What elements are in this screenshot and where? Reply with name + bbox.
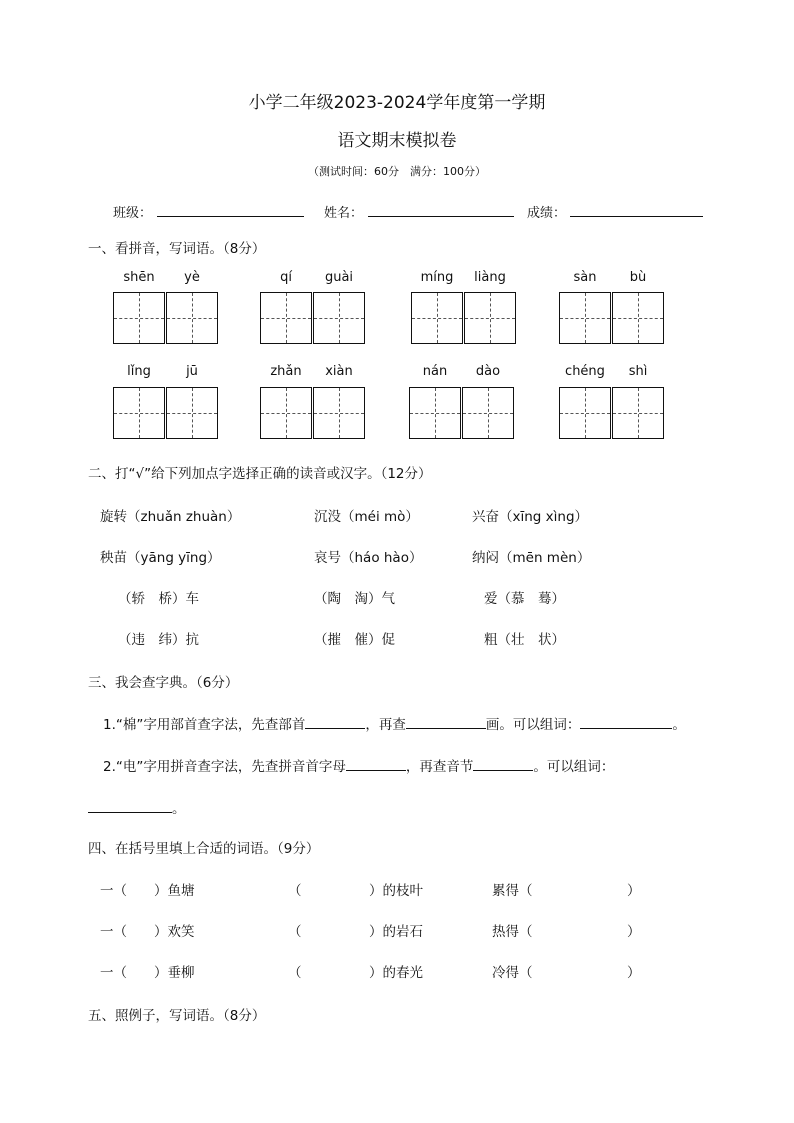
dictionary-question-2 xyxy=(103,755,614,775)
writing-box[interactable] xyxy=(559,387,611,439)
q2-text-d: 。 xyxy=(172,801,186,817)
choice-item[interactable]: 粗（壮 状） xyxy=(484,632,565,648)
q1-text-c: 画。可以组词： xyxy=(485,717,581,733)
fill-item[interactable]: 累得（ ） xyxy=(492,883,641,899)
writing-box[interactable] xyxy=(313,387,365,439)
grid-guide-line xyxy=(638,388,639,438)
pinyin-label: yè xyxy=(184,270,200,285)
q2-syllable-blank[interactable] xyxy=(473,758,533,771)
pinyin-label: lǐng xyxy=(127,364,151,379)
grid-guide-line xyxy=(192,388,193,438)
choice-item[interactable]: 兴奋（xīng xìng） xyxy=(472,509,589,525)
grid-guide-line xyxy=(286,293,287,343)
writing-box[interactable] xyxy=(462,387,514,439)
writing-box[interactable] xyxy=(260,387,312,439)
q1-radical-blank[interactable] xyxy=(305,716,365,729)
grid-guide-line xyxy=(585,293,586,343)
grid-guide-line xyxy=(585,388,586,438)
grid-guide-line xyxy=(435,388,436,438)
pinyin-label: guài xyxy=(324,270,354,285)
q2-text-c: 。可以组词： xyxy=(533,759,615,775)
grid-guide-line xyxy=(286,388,287,438)
fill-item[interactable]: 冷得（ ） xyxy=(492,965,641,981)
grid-guide-line xyxy=(139,293,140,343)
pinyin-label: bù xyxy=(629,270,647,285)
writing-box[interactable] xyxy=(464,292,516,344)
section-1-heading: 一、看拼音，写词语。（8分） xyxy=(88,241,266,257)
q2-word-blank[interactable] xyxy=(88,800,172,813)
grid-guide-line xyxy=(139,388,140,438)
pinyin-label: nán xyxy=(422,364,448,379)
writing-box[interactable] xyxy=(113,292,165,344)
section-3-heading: 三、我会查字典。（6分） xyxy=(88,675,239,691)
fill-item[interactable]: （ ）的岩石 xyxy=(288,924,423,940)
score-label: 成绩： xyxy=(527,206,567,221)
grid-guide-line xyxy=(192,293,193,343)
section-4-heading: 四、在括号里填上合适的词语。（9分） xyxy=(88,841,320,857)
fill-item[interactable]: 热得（ ） xyxy=(492,924,641,940)
class-field[interactable] xyxy=(157,216,304,217)
exam-note: （测试时间：60分 满分：100分） xyxy=(308,165,486,178)
exam-title: 小学二年级2023-2024学年度第一学期 xyxy=(248,93,546,113)
writing-box[interactable] xyxy=(113,387,165,439)
class-label: 班级： xyxy=(113,206,153,221)
q1-text-a: 1.“棉”字用部首查字法，先查部首 xyxy=(103,717,306,733)
pinyin-label: zhǎn xyxy=(270,364,302,379)
choice-item[interactable]: （违 纬）抗 xyxy=(118,632,199,648)
pinyin-label: liàng xyxy=(474,270,506,285)
choice-item[interactable]: （轿 桥）车 xyxy=(118,591,199,607)
writing-box[interactable] xyxy=(612,292,664,344)
q1-word-blank[interactable] xyxy=(580,716,672,729)
q2-continuation xyxy=(88,797,186,817)
grid-guide-line xyxy=(490,293,491,343)
name-field[interactable] xyxy=(368,216,514,217)
fill-item[interactable]: 一（ ）垂柳 xyxy=(100,965,195,981)
choice-item[interactable]: 秧苗（yāng yīng） xyxy=(100,550,221,566)
grid-guide-line xyxy=(638,293,639,343)
writing-box[interactable] xyxy=(166,292,218,344)
writing-box[interactable] xyxy=(260,292,312,344)
pinyin-label: qí xyxy=(280,270,292,285)
writing-box[interactable] xyxy=(559,292,611,344)
writing-box[interactable] xyxy=(612,387,664,439)
fill-item[interactable]: 一（ ）鱼塘 xyxy=(100,883,195,899)
pinyin-label: shì xyxy=(628,364,648,379)
q1-strokes-blank[interactable] xyxy=(406,716,486,729)
writing-box[interactable] xyxy=(166,387,218,439)
q1-text-d: 。 xyxy=(672,717,686,733)
choice-item[interactable]: 爱（慕 蓦） xyxy=(484,591,565,607)
grid-guide-line xyxy=(488,388,489,438)
pinyin-label: jū xyxy=(186,364,198,379)
choice-item[interactable]: 哀号（háo hào） xyxy=(314,550,423,566)
fill-item[interactable]: （ ）的枝叶 xyxy=(288,883,423,899)
q1-text-b: ，再查 xyxy=(365,717,406,733)
writing-box[interactable] xyxy=(411,292,463,344)
score-field[interactable] xyxy=(570,216,703,217)
pinyin-label: sàn xyxy=(573,270,597,285)
writing-box[interactable] xyxy=(409,387,461,439)
fill-item[interactable]: 一（ ）欢笑 xyxy=(100,924,195,940)
dictionary-question-1 xyxy=(103,713,686,733)
q2-letter-blank[interactable] xyxy=(346,758,406,771)
choice-item[interactable]: 纳闷（mēn mèn） xyxy=(472,550,591,566)
q2-text-a: 2.“电”字用拼音查字法，先查拼音首字母 xyxy=(103,759,346,775)
section-2-heading: 二、打“√”给下列加点字选择正确的读音或汉字。（12分） xyxy=(88,466,432,482)
pinyin-label: míng xyxy=(420,270,454,285)
choice-item[interactable]: （陶 淘）气 xyxy=(314,591,395,607)
section-5-heading: 五、照例子，写词语。（8分） xyxy=(88,1008,266,1024)
name-label: 姓名： xyxy=(324,206,364,221)
choice-item[interactable]: 旋转（zhuǎn zhuàn） xyxy=(100,509,241,525)
grid-guide-line xyxy=(437,293,438,343)
pinyin-label: xiàn xyxy=(325,364,353,379)
writing-box[interactable] xyxy=(313,292,365,344)
exam-subtitle: 语文期末模拟卷 xyxy=(337,131,457,151)
grid-guide-line xyxy=(339,388,340,438)
pinyin-label: shēn xyxy=(123,270,155,285)
grid-guide-line xyxy=(339,293,340,343)
choice-item[interactable]: （摧 催）促 xyxy=(314,632,395,648)
fill-item[interactable]: （ ）的春光 xyxy=(288,965,423,981)
pinyin-label: dào xyxy=(475,364,501,379)
choice-item[interactable]: 沉没（méi mò） xyxy=(314,509,419,525)
pinyin-label: chéng xyxy=(565,364,605,379)
q2-text-b: ，再查音节 xyxy=(405,759,474,775)
